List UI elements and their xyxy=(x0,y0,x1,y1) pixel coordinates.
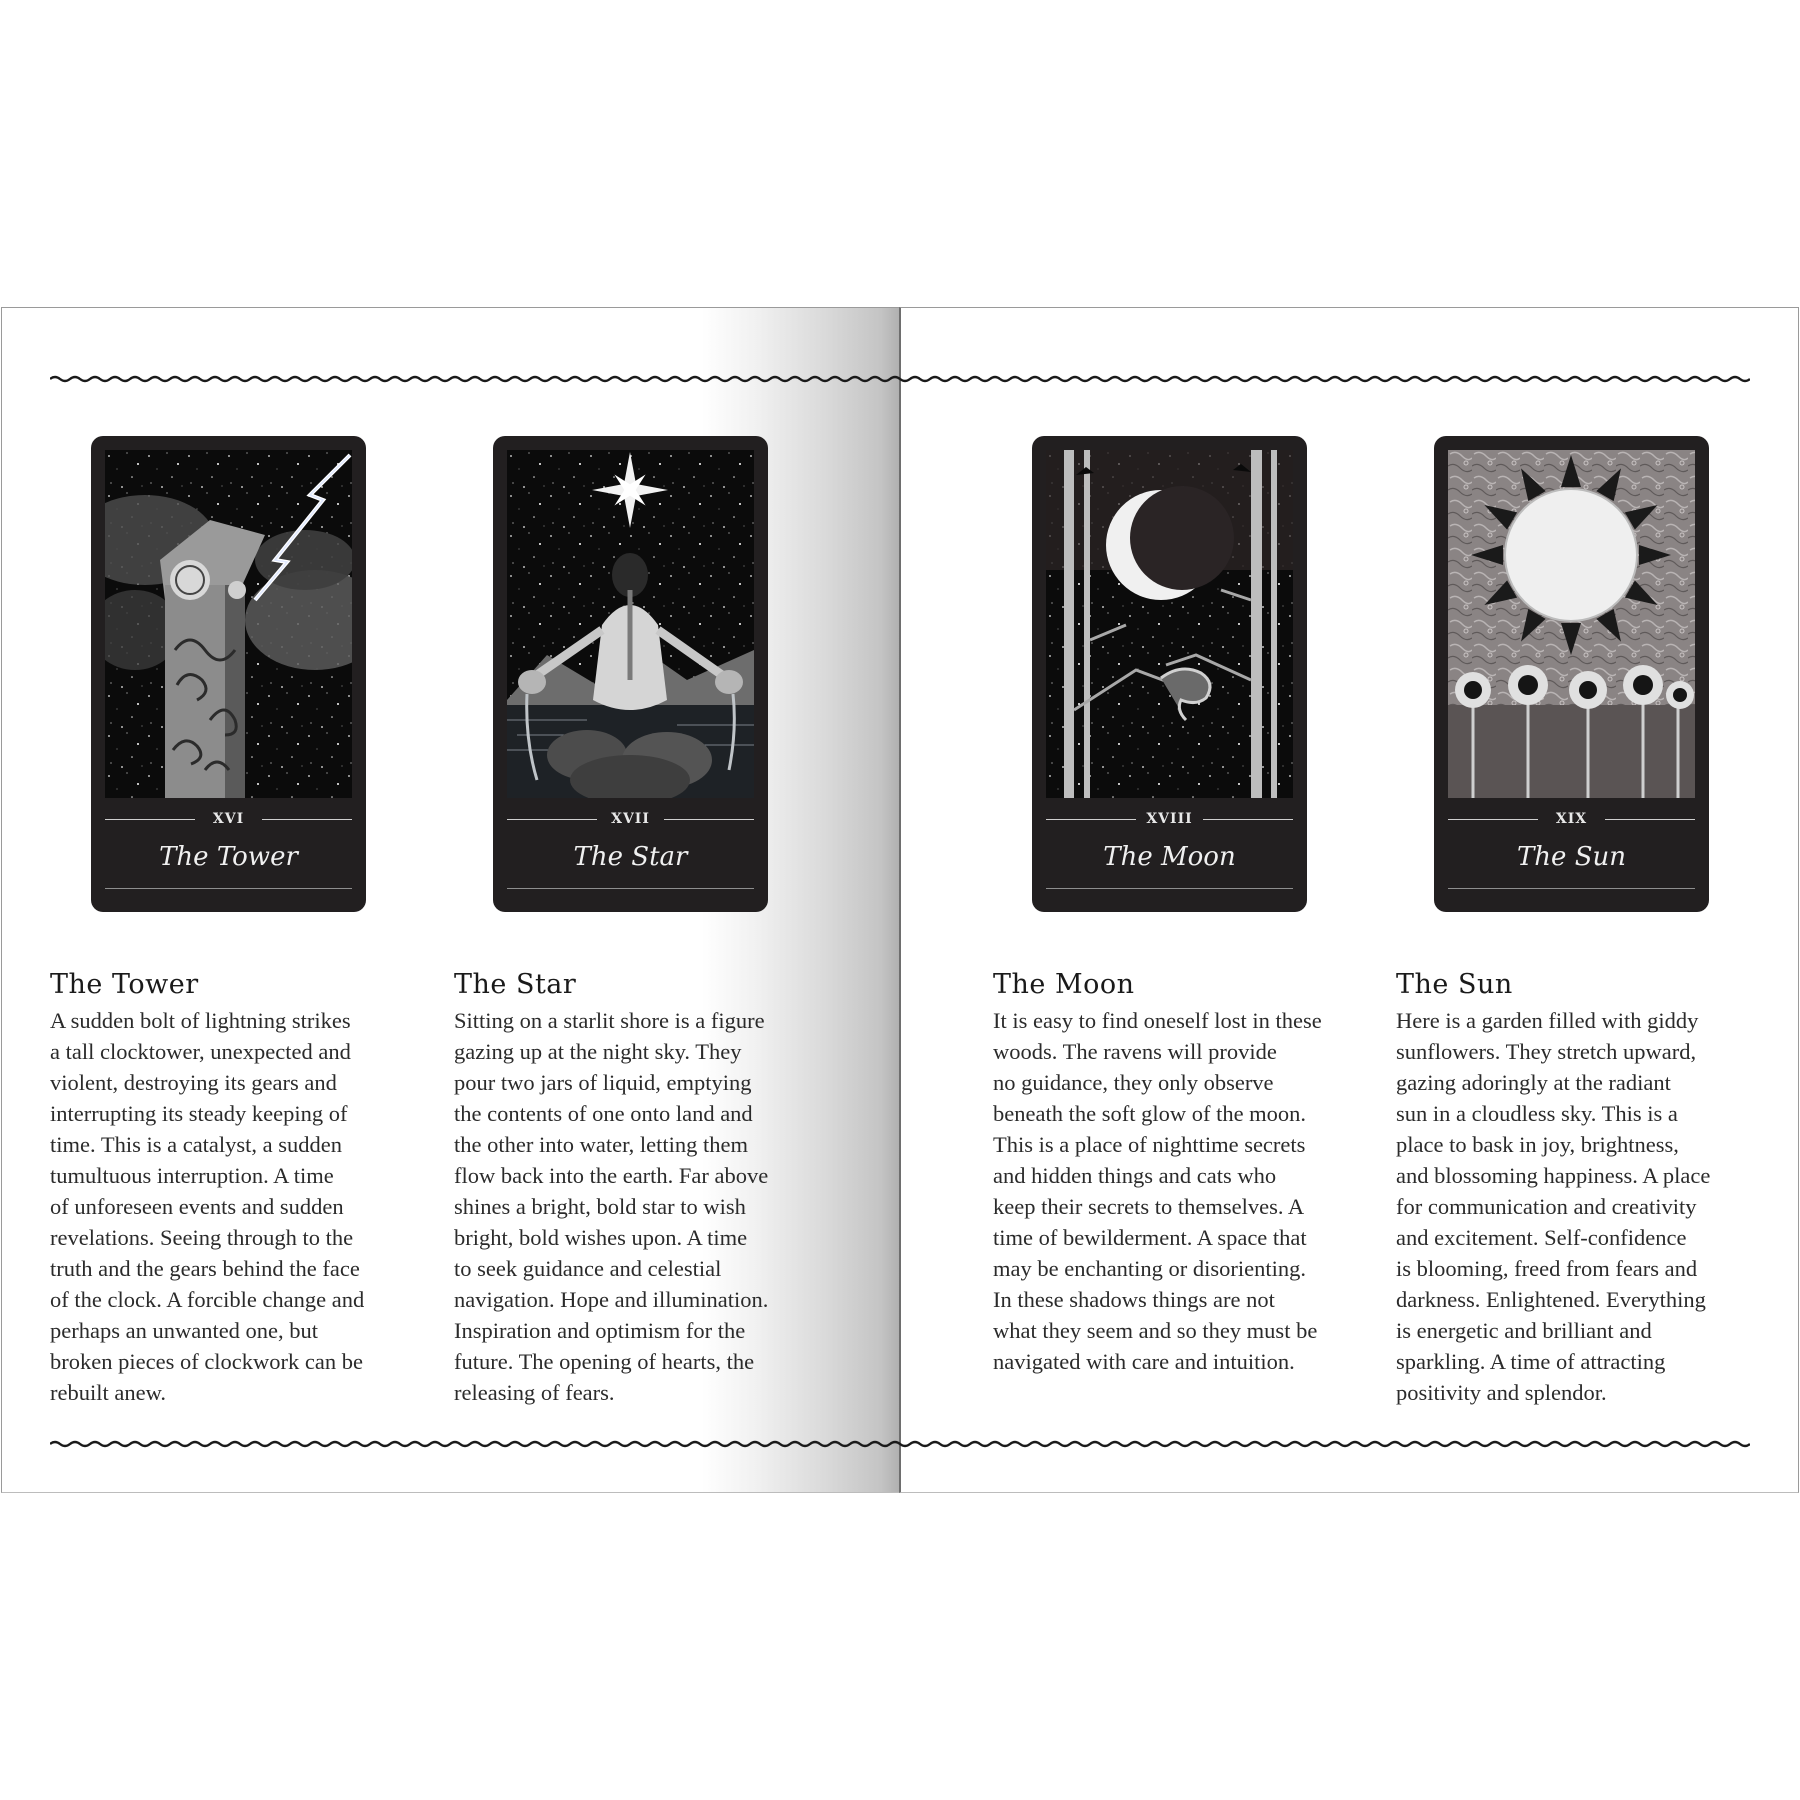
entry-star xyxy=(454,965,814,1408)
entry-heading: The Star xyxy=(454,969,577,1000)
card-numeral: XVII xyxy=(611,811,650,827)
tarot-card-tower xyxy=(91,436,366,912)
tower-illustration xyxy=(105,450,352,798)
card-title: The Moon xyxy=(1103,842,1236,872)
bottom-wavy-rule xyxy=(50,1440,1750,1448)
tarot-card-moon xyxy=(1032,436,1307,912)
card-title: The Star xyxy=(573,842,688,872)
top-wavy-rule xyxy=(50,375,1750,383)
entry-heading: The Tower xyxy=(50,969,199,1000)
tarot-card-star xyxy=(493,436,768,912)
card-numeral: XIX xyxy=(1555,811,1588,827)
card-title: The Sun xyxy=(1516,842,1627,872)
card-numeral-line xyxy=(1448,810,1695,828)
entry-description: It is easy to find oneself lost in these woods. The ravens will provide no guidance, they only observe beneath the soft glow of the moon. This is a place of nighttime secrets and hidden things and cats who keep their secrets to themselves. A time of bewilderment. A space that may be enchanting or disorienting. In these shadows things are not what they seem and so they must be navigated with care and intuition. xyxy=(993,1008,1322,1374)
tarot-card-sun xyxy=(1434,436,1709,912)
entry-description: Here is a garden filled with giddy sunflowers. They stretch upward, gazing adoringly at the radiant sun in a cloudless sky. This is a place to bask in joy, brightness, and blossoming happiness. A place for communication and creativity and excitement. Self-confidence is blooming, freed from fears and darkness. Enlightened. Everything is energetic and brilliant and sparkling. A time of attracting positivity and splendor. xyxy=(1396,1008,1711,1405)
entry-moon xyxy=(993,965,1353,1377)
card-numeral: XVI xyxy=(212,811,245,827)
entry-sun xyxy=(1396,965,1756,1408)
star-illustration xyxy=(507,450,754,798)
card-title: The Tower xyxy=(159,842,298,872)
entry-description: A sudden bolt of lightning strikes a tall clocktower, unexpected and violent, destroying its gears and interrupting its steady keeping of time. This is a catalyst, a sudden tumultuous interruption. A time of unforeseen events and sudden revelations. Seeing through to the truth and the gears behind the face of the clock. A forcible change and perhaps an unwanted one, but broken pieces of clockwork can be rebuilt anew. xyxy=(50,1008,365,1405)
book-spread xyxy=(0,307,1800,1493)
entry-tower xyxy=(50,965,410,1408)
card-numeral-line xyxy=(1046,810,1293,828)
sun-illustration xyxy=(1448,450,1695,798)
card-numeral-line xyxy=(507,810,754,828)
entry-heading: The Moon xyxy=(993,969,1135,1000)
moon-illustration xyxy=(1046,450,1293,798)
entry-heading: The Sun xyxy=(1396,969,1513,1000)
card-numeral-line xyxy=(105,810,352,828)
card-numeral: XVIII xyxy=(1146,811,1193,827)
entry-description: Sitting on a starlit shore is a figure gazing up at the night sky. They pour two jars of liquid, emptying the contents of one onto land and the other into water, letting them flow back into the earth. Far above shines a bright, bold star to wish bright, bold wishes upon. A time to seek guidance and celestial navigation. Hope and illumination. Inspiration and optimism for the future. The opening of hearts, the releasing of fears. xyxy=(454,1008,769,1405)
